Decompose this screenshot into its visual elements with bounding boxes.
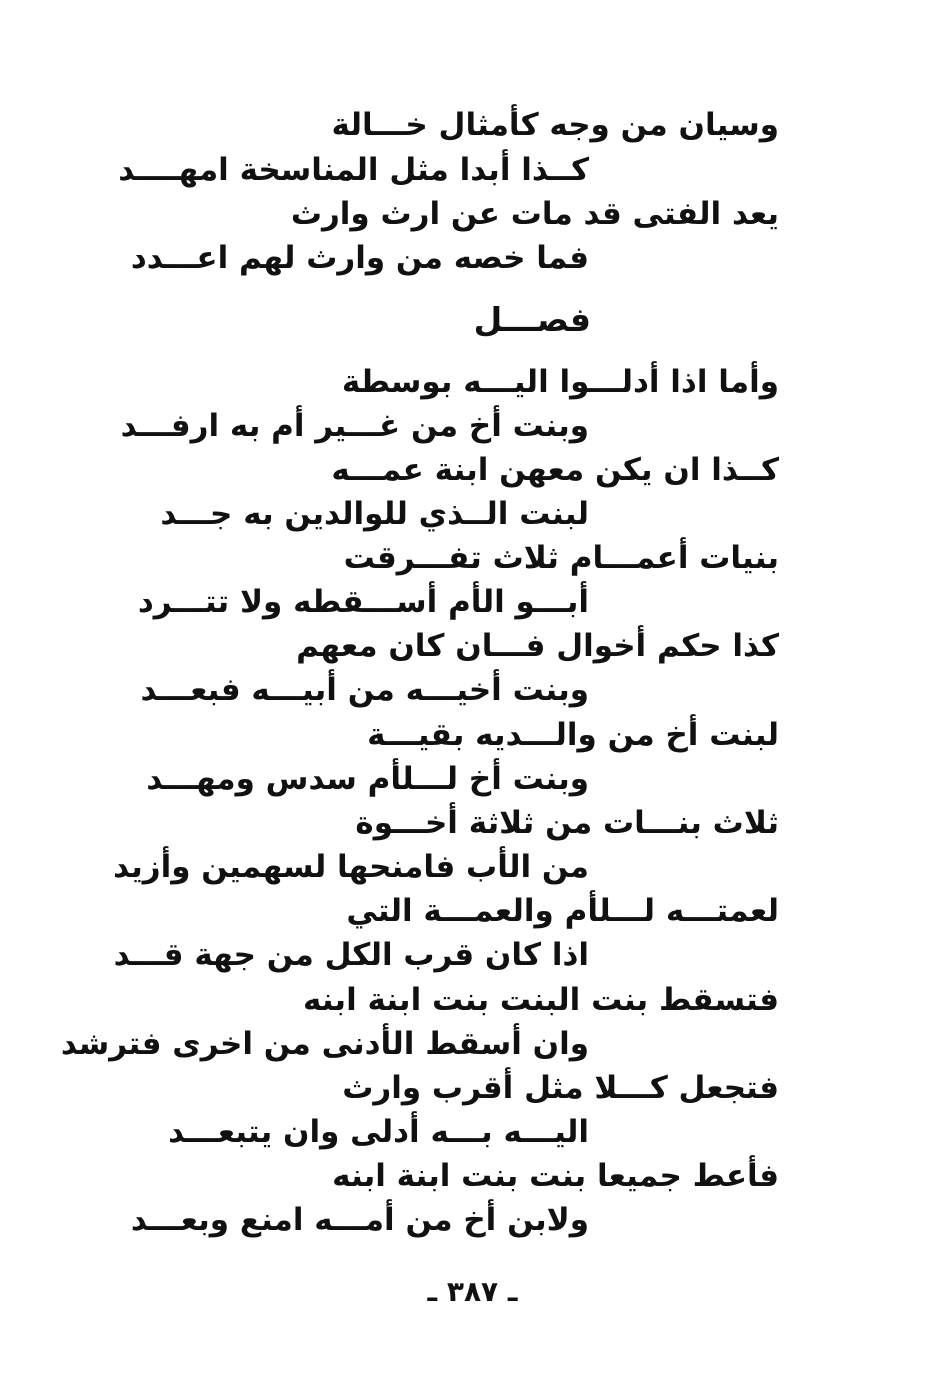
- section-heading: فصـــل: [473, 300, 591, 339]
- poem-line: من الأب فامنحها لسهمين وأزيد: [113, 849, 589, 885]
- poem-line: كــذا أبدا مثل المناسخة امهــــد: [118, 152, 589, 188]
- poem-line: وان أسقط الأدنى من اخرى فترشد: [60, 1026, 589, 1062]
- poem-line: لبنت الــذي للوالدين به جـــد: [160, 496, 589, 532]
- poem-line: أبـــو الأم أســـقطه ولا تتـــرد: [137, 584, 589, 620]
- poem-line: وبنت أخيـــه من أبيـــه فبعـــد: [140, 672, 589, 708]
- poem-line: فما خصه من وارث لهم اعـــدد: [130, 240, 589, 276]
- poem-line: ثلاث بنـــات من ثلاثة أخـــوة: [355, 805, 779, 841]
- poem-line: وسيان من وجه كأمثال خـــالة: [331, 107, 779, 143]
- poem-line: وبنت أخ من غـــير أم به ارفـــد: [120, 408, 589, 444]
- poem-line: كذا حكم أخوال فـــان كان معهم: [296, 628, 779, 664]
- poem-line: فتسقط بنت البنت بنت ابنة ابنه: [302, 982, 779, 1018]
- poem-line: فأعط جميعا بنت بنت ابنة ابنه: [332, 1158, 779, 1194]
- poem-line: وبنت أخ لـــلأم سدس ومهـــد: [146, 761, 589, 797]
- poem-line: ولابن أخ من أمـــه امنع وبعـــد: [130, 1202, 589, 1238]
- poem-line: يعد الفتى قد مات عن ارث وارث: [290, 196, 779, 232]
- poem-line: وأما اذا أدلـــوا اليـــه بوسطة: [341, 364, 779, 400]
- poem-line: اليـــه بـــه أدلى وان يتبعـــد: [168, 1114, 589, 1150]
- poem-line: لعمتـــه لـــلأم والعمـــة التي: [346, 893, 779, 929]
- poem-line: بنيات أعمـــام ثلاث تفـــرقت: [343, 540, 779, 576]
- poem-line: فتجعل كـــلا مثل أقرب وارث: [342, 1070, 779, 1106]
- poem-line: اذا كان قرب الكل من جهة قـــد: [113, 937, 589, 973]
- page-number: ـ ٣٨٧ ـ: [427, 1275, 518, 1308]
- poem-line: لبنت أخ من والـــديه بقيـــة: [367, 717, 779, 753]
- poem-line: كــذا ان يكن معهن ابنة عمـــه: [331, 452, 779, 488]
